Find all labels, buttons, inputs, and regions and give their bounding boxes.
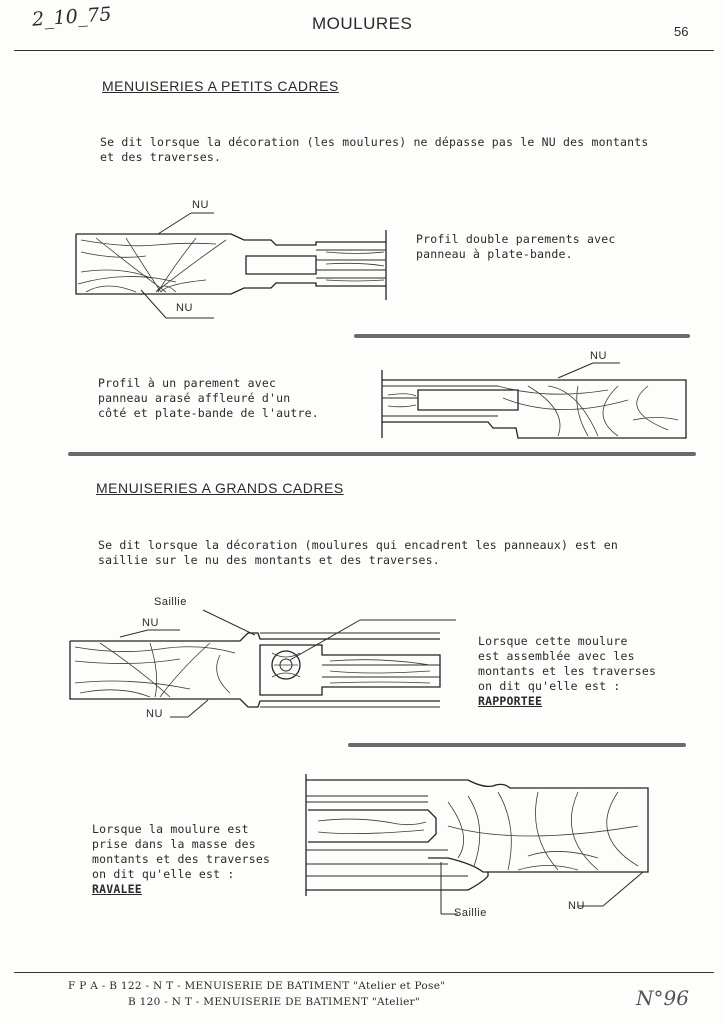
figure1-caption-line1: Profil double parements avec [416,232,616,246]
section2-intro-line2: saillie sur le nu des montants et des traverses. [98,553,440,567]
footer-line2: B 120 - N T - MENUISERIE DE BATIMENT "Atelier" [128,996,421,1008]
figure2-caption-line3: côté et plate-bande de l'autre. [98,406,319,420]
handwritten-document-number: N°96 [636,986,689,1010]
figure3-label-nu-top: NU [142,617,159,629]
figure1-label-nu-top: NU [192,199,209,211]
figure4-caption-term: RAVALEE [92,882,142,896]
divider-bar-3 [348,743,686,747]
figure2-caption-line1: Profil à un parement avec [98,376,277,390]
footer-line1: F P A - B 122 - N T - MENUISERIE DE BATIMENT "Atelier et Pose" [68,980,446,992]
figure1-profile-drawing [66,200,406,320]
figure3-caption-line4: on dit qu'elle est : [478,679,621,693]
figure3-caption-line3: montants et les traverses [478,664,657,678]
divider-bar-1 [354,334,690,338]
figure3-caption-term: RAPPORTEE [478,694,543,708]
header-rule [14,50,714,51]
section1-intro-line1: Se dit lorsque la décoration (les moulures) ne dépasse pas le NU des montants [100,135,649,149]
figure2-label-nu: NU [590,350,607,362]
figure3-profile-drawing [60,595,480,725]
page-title: MOULURES [312,14,413,33]
handwritten-date: 2_10_75 [31,3,113,31]
section1-intro-line2: et des traverses. [100,150,222,164]
figure3-caption-line1: Lorsque cette moulure [478,634,628,648]
divider-bar-2 [68,452,696,456]
figure1-label-nu-bottom: NU [176,302,193,314]
figure3-label-saillie: Saillie [154,596,187,608]
section2-heading: MENUISERIES A GRANDS CADRES [96,480,344,496]
section2-intro-line1: Se dit lorsque la décoration (moulures qui encadrent les panneaux) est en [98,538,619,552]
section1-heading: MENUISERIES A PETITS CADRES [102,78,339,94]
figure4-label-nu: NU [568,900,585,912]
figure4-label-saillie: Saillie [454,907,487,919]
figure2-caption-line2: panneau arasé affleuré d'un [98,391,291,405]
figure4-caption-line3: montants et des traverses [92,852,271,866]
figure3-caption-line2: est assemblée avec les [478,649,635,663]
figure1-caption-line2: panneau à plate-bande. [416,247,573,261]
footer-rule [14,972,714,973]
figure2-profile-drawing [378,350,708,450]
figure3-label-nu-bottom: NU [146,708,163,720]
page-number: 56 [674,24,689,39]
figure4-caption-line1: Lorsque la moulure est [92,822,249,836]
figure4-caption-line4: on dit qu'elle est : [92,867,235,881]
figure4-caption-line2: prise dans la masse des [92,837,256,851]
